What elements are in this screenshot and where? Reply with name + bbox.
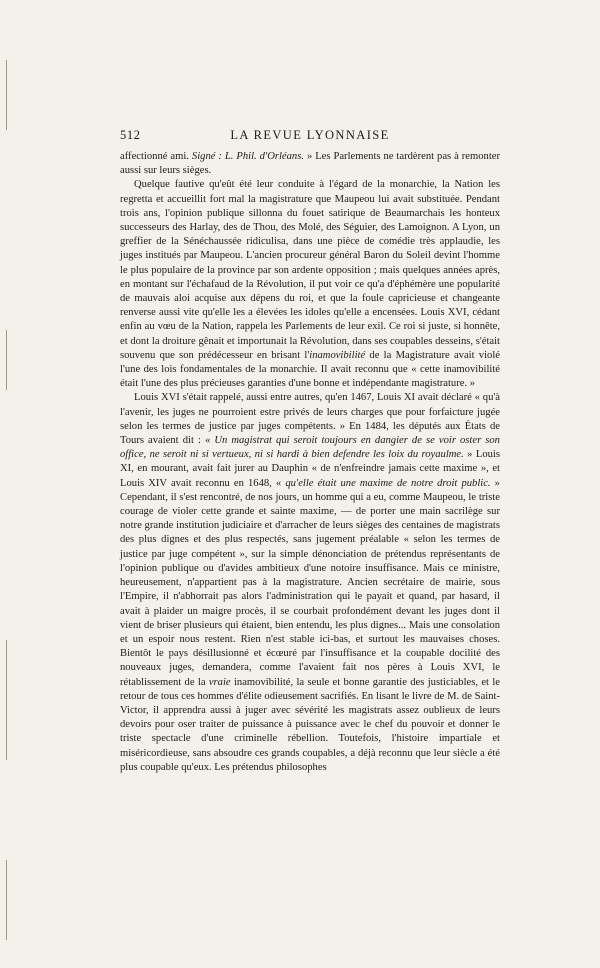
text-run: » Louis XI, en mourant, avait fait jurer au Dauphin « de n'enfreindre jamais cette maxime », et Louis XIV avait reconnu en 1648, «	[120, 449, 500, 489]
italic-text: inamovibilité	[309, 349, 366, 361]
text-run: Quelque fautive qu'eût été leur conduite à l'égard de la monarchie, la Nation les regretta et accueillit fort mal la magistrature que Maupeou lui avait substituée. Pendant trois ans, l'opinion publique sillonna du fouet satirique de Beaumarchais les honteux successeurs des Harlay, des de Thou, des Molé, des Séguier, des Lamoignon. A Lyon, un greffier de la Sénéchaussée ridiculisa, dans une pièce de comédie très applaudie, les juges institués par Maupeou. L'ancien procureur général Baron du Soleil devint l'homme le plus populaire de la province par son ardente opposition ; mais quelques années après, en montant sur l'échafaud de la Révolution, il put voir ce qu'a d'éphémère une popularité de mauvais aloi acquise aux dépens du roi, et que la foule capricieuse et changeante renverse aussi vite qu'elle les a élevées les idoles qu'elle a encensées. Louis XVI, cédant enfin au vœu de la Nation, rappela les Parlements de leur exil. Ce roi si juste, si honnête, et dont la droiture gênait et importunait la Révolution, dans ses coupables desseins, s'était souvenu que son prédécesseur en brisant l'	[120, 179, 500, 361]
italic-text: qu'elle était une maxime de notre droit public.	[285, 477, 491, 489]
text-run: inamovibilité, la seule et bonne garantie des justiciables, et le retour de tous ces hommes d'élite odieusement sacrifiés. En lisant le livre de M. de Saint-Victor, il apprendra aussi à juger avec sévérité les magistrats assez oublieux de leurs devoirs pour oser traiter de puissance à puissance avec le chef du pouvoir et donner le triste spectacle d'une criminelle rébellion. Toutefois, l'histoire impartiale et miséricordieuse, sans absoudre ces grands coupables, a déjà reconnu que leur siècle a été plus coupable qu'eux. Les prétendus philosophes	[120, 676, 500, 773]
text-run: de la Magistrature avait violé l'une des lois fondamentales de la monarchie. Il avait reconnu que « cette inamovibilité était l'une des plus précieuses garanties d'une bonne et indépendante magistrature. »	[120, 349, 500, 390]
paragraph	[120, 178, 500, 391]
margin-rule	[6, 330, 7, 390]
italic-text: vraie	[208, 676, 231, 688]
paragraph	[120, 391, 500, 774]
text-run: » Cependant, il s'est rencontré, de nos jours, un homme qui a eu, comme Maupeou, le triste courage de violer cette grande et sainte maxime, — de porter une main sacrilège sur notre grande institution judiciaire et d'arracher de leurs sièges des centaines de magistrats des plus dignes et des plus respectés, sans jugement préalable « selon les termes de justice par juge compétent », sur la simple dénonciation de prétendus représentants de l'opinion publique ou d'avides ambitieux d'une notoire insuffisance. Mais ce ministre, heureusement, n'appartient pas à la magistrature. Ancien secrétaire de mairie, sous l'Empire, il n'abhorrait pas alors l'administration qui le payait et quand, par hasard, il avait à plaider un maigre procès, il se courbait profondément devant les juges dont il vient de briser plusieurs qui étaient, bien entendu, les plus dignes... Mais une consolation et un espoir nous restent. Rien n'est stable ici-bas, et surtout les mauvaises choses. Bientôt le pays désillusionné et écœuré par l'insuffisance et la coupable docilité des nouveaux juges, demandera, comme l'avaient fait nos pères à Louis XVI, le rétablissement de la	[120, 477, 500, 688]
article-body	[120, 150, 500, 775]
paragraph	[120, 150, 500, 178]
margin-rule	[6, 640, 7, 760]
text-run: » Les Parlements ne tardèrent pas à remonter aussi sur leurs sièges.	[120, 151, 500, 177]
margin-rule	[6, 60, 7, 130]
italic-text: Signé : L. Phil. d'Orléans.	[191, 151, 304, 162]
running-title: LA REVUE LYONNAISE	[230, 128, 390, 142]
italic-text: Un magistrat qui seroit toujours en dangier de se voir oster son office, ne seroit ni si vertueux, ni si hardi à bien defendre les loix du royaulme.	[120, 435, 500, 461]
text-run: Louis XVI s'était rappelé, aussi entre autres, qu'en 1467, Louis XI avait déclaré « qu'à l'avenir, les juges ne pourroient estre privés de leurs charges que pour forfaicture jugée selon les termes de justice par juges compétents. » En 1484, les députés aux États de Tours avaient dit : «	[120, 392, 500, 447]
page-header	[120, 128, 500, 144]
text-run: affectionné ami.	[120, 151, 192, 162]
page-number: 512	[120, 128, 141, 142]
margin-rule	[6, 860, 7, 940]
